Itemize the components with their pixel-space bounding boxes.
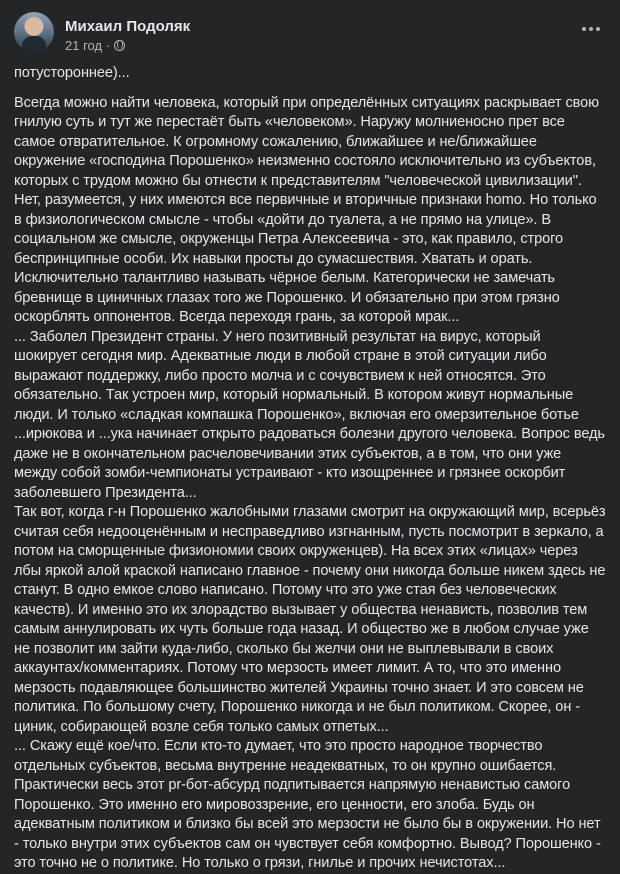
post-body xyxy=(14,64,606,874)
post-paragraph: ... Заболел Президент страны. У него позитивный результат на вирус, который шокирует сегодня мир. Адекватные люди в любой стране в этой ситуации либо выражают поддержку, либо просто молча и с сочувствием к ней относятся. Это обязательно. Так устроен мир, который нормальный. В котором живут нормальные люди. И только «сладкая компашка Порошенко», включая его омерзительное ботье ...ирюкова и ...ука начинает открыто радоваться болезни другого человека. Вопрос ведь даже не в окончательном расчеловечивании этих субъектов, а в том, что они уже между собой зомби-чемпионаты устраивают - кто изощреннее и грязнее оскорбит заболевшего Президента... xyxy=(14,328,605,501)
post-meta xyxy=(65,38,125,53)
more-icon xyxy=(582,27,586,31)
post-paragraph: Всегда можно найти человека, который при определённых ситуациях раскрывает свою гнилую суть и тут же перестаёт быть «человеком». Наружу молниеносно прет все самое отвратительное. К огромному сожалению, ближайшее и не/ближайшее окружение «господина Порошенко» неизменно состояло исключительно из субъектов, которых с трудом можно бы отнести к представителям "человеческой цивилизации". Нет, разумеется, у них имеются все первичные и вторичные признаки homo. Но только в физиологическом смысле - чтобы «дойти до туалета, а не прямо на улице». В социальном же смысле, окруженцы Петра Алексеевича - это, как правило, строго беспринципные особи. Их навыки просты до сумасшествия. Хватать и орать. Исключительно талантливо называть чёрное белым. Категорически не замечать бревнище в циничных глазах того же Порошенко. И обязательно при этом грязно оскорблять оппонентов. Всегда переходя грань, за которой мрак... xyxy=(14,94,600,325)
author-name[interactable]: Михаил Подоляк xyxy=(65,18,191,35)
post-paragraph: потустороннее)... xyxy=(14,65,130,81)
more-options-button[interactable] xyxy=(576,14,606,44)
post-header xyxy=(14,12,606,56)
avatar[interactable] xyxy=(14,12,54,52)
post-time[interactable]: 21 год · xyxy=(65,38,110,53)
globe-icon xyxy=(114,40,125,51)
post-paragraph: ... Скажу ещё кое/что. Если кто-то думает, что это просто народное творчество отдельных субъектов, весьма внутренне неадекватных, то он крупно ошибается. Практически весь этот pr-бот-абсурд подпитывается напрямую ненавистью самого Порошенко. Это именно его мировоззрение, его ценности, его злоба. Будь он адекватным политиком и близко бы всей это мерзости не было бы в окружении. Но нет - только внутри этих субъектов сам он чувствует себя комфортно. Вывод? Порошенко - это точно не о политике. Но только о грязи, гнилье и прочих нечистотах... xyxy=(14,738,601,871)
post-paragraph: Так вот, когда г-н Порошенко жалобными глазами смотрит на окружающий мир, всерьёз считая себя недооценённым и несправедливо изгнанным, пусть посмотрит в зеркало, а потом на сморщенные физиономии своих окруженцев). На всех этих «лицах» через лбы яркой алой краской написано главное - почему они никогда больше никем здесь не станут. В одно емкое слово написано. Потому что это уже стая без человеческих качеств). И именно это их злорадство вызывает у общества ненависть, позволив тем самым аннулировать их чуть больше года назад. И общество же в любом случае уже не позволит им зайти куда-либо, сколько бы желчи они не выплевывали в своих аккаунтах/комментариях. Потому что мерзость имеет лимит. А то, что это именно мерзость подавляющее большинство жителей Украины точно знает. И это совсем не политика. По большому счету, Порошенко никогда и не был политиком. Скорее, он - циник, собирающей возле себя только самых отпетых... xyxy=(14,504,606,735)
